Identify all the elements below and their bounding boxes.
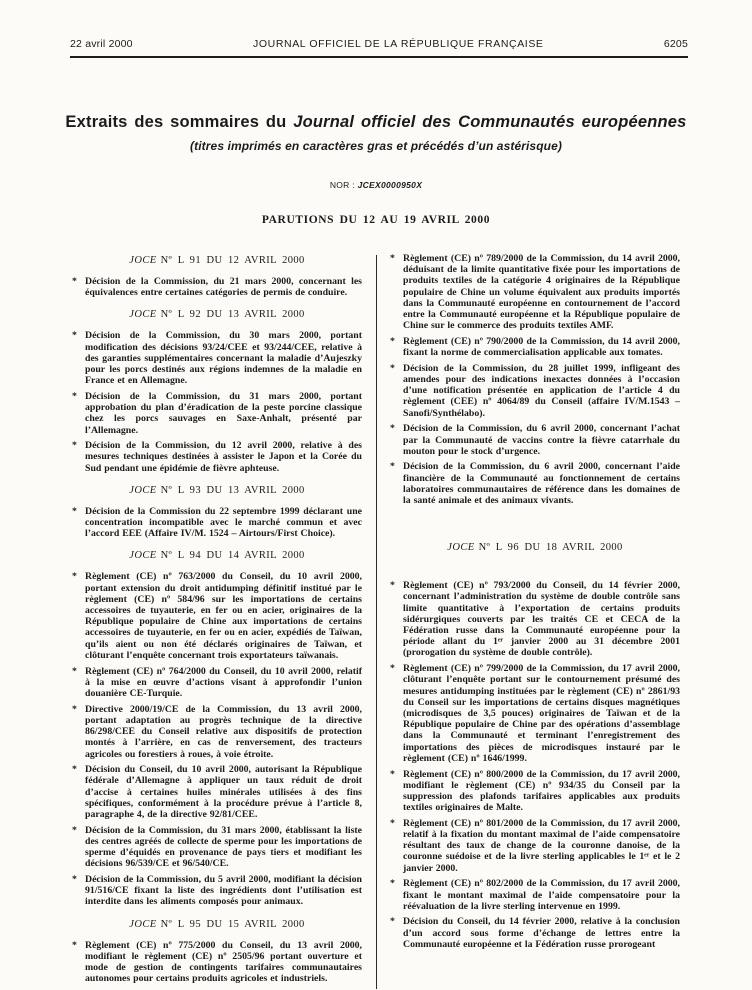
summary-entry: [390, 253, 680, 331]
summary-entry: [72, 506, 362, 540]
entry-text: Décision du Conseil, du 14 février 2000, relative à la conclusion d’un accord sous forme d’échange de lettres entre la Communauté européenne et la Fédération russe prorogeant: [403, 916, 680, 950]
entry-text: Décision de la Commission, du 28 juillet 1999, infligeant des amendes pour des indications inexactes données à l’occasion d’une notification présentée en application de l’article 4 du règlement (CEE) nº 4064/89 du Conseil (affaire IV/M.1543 – Sanofi/Synthélabo).: [403, 362, 680, 419]
joce-heading-italic: JOCE: [129, 918, 157, 930]
asterisk-marker: *: [72, 824, 77, 836]
asterisk-marker: *: [72, 665, 77, 677]
joce-heading-text: Nº L 94 DU 14 AVRIL 2000: [160, 550, 305, 562]
joce-issue-heading: [390, 542, 680, 554]
summary-entry: [72, 330, 362, 386]
section-heading: PARUTIONS DU 12 AU 19 AVRIL 2000: [261, 214, 491, 226]
entry-text: Décision de la Commission, du 31 mars 2000, établissant la liste des centres agréés de collecte de sperme pour les importations de sperme d’équidés en provenance de pays tiers et modifiant les décisions 96/539/CE et 96/540/CE.: [85, 824, 362, 870]
entry-text: Règlement (CE) nº 790/2000 de la Commission, du 14 avril 2000, fixant la norme de commercialisation applicable aux tomates.: [403, 335, 680, 359]
entry-text: Décision de la Commission, du 31 mars 2000, portant approbation du plan d’éradication de la peste porcine classique chez les porcs sauvages en Saxe-Anhalt, présenté par l’Allemagne.: [85, 390, 362, 436]
asterisk-marker: *: [390, 362, 395, 374]
asterisk-marker: *: [72, 703, 77, 715]
entry-text: Règlement (CE) nº 789/2000 de la Commission, du 14 avril 2000, déduisant de la limite quantitative fixée pour les importations de produits textiles de la catégorie 4 originaires de la République populaire de Chine un volume équivalent aux produits importés dans la Communauté européenne en contournement de l’accord entre la Communauté européenne et la République populaire de Chine sur le commerce des produits textiles AMF.: [403, 253, 680, 332]
asterisk-marker: *: [390, 663, 395, 675]
joce-heading-text: Nº L 92 DU 13 AVRIL 2000: [160, 309, 305, 321]
nor-value: JCEX0000950X: [357, 180, 423, 190]
column-divider: [376, 255, 377, 989]
summary-entry: [72, 940, 362, 985]
joce-heading-italic: JOCE: [447, 542, 475, 554]
asterisk-marker: *: [390, 423, 395, 435]
entry-text: Règlement (CE) nº 793/2000 du Conseil, du 14 février 2000, concernant l’administration du système de double contrôle sans limite quantitative à l’exportation de certains produits sidérurgiques couverts par les traités CE et CECA de la Fédération russe dans la Communauté européenne pour la période allant du 1ᵉʳ janvier 2000 au 31 décembre 2001 (prorogation du système de double contrôle).: [403, 580, 680, 659]
asterisk-marker: *: [72, 330, 77, 342]
entry-text: Règlement (CE) nº 764/2000 du Conseil, du 10 avril 2000, relatif à la mise en œuvre d’actions visant à approfondir l’union douanière CE-Turquie.: [85, 665, 362, 699]
page-title-journal-name: Journal officiel des Communautés européennes: [293, 113, 687, 131]
left-column: [72, 253, 362, 989]
entry-text: Décision du Conseil, du 10 avril 2000, autorisant la République fédérale d’Allemagne à appliquer un taux réduit de droit d’accise à certaines huiles minérales utilisées à des fins spécifiques, conformément à la procédure prévue à l’article 8, paragraphe 4, de la directive 92/81/CEE.: [85, 764, 362, 821]
entry-text: Règlement (CE) nº 802/2000 de la Commission, du 17 avril 2000, fixant le montant maximal de l’aide compensatoire pour la réévaluation de la livre sterling intervenue en 1999.: [403, 878, 680, 912]
summary-entry: [390, 423, 680, 457]
nor-label: NOR :: [329, 180, 358, 190]
summary-entry: [72, 666, 362, 700]
two-column-body: [72, 253, 680, 989]
summary-entry: [390, 818, 680, 874]
page-subtitle: (titres imprimés en caractères gras et précédés d’un astérisque): [190, 139, 562, 153]
joce-heading-text: Nº L 95 DU 15 AVRIL 2000: [160, 918, 305, 930]
joce-heading-italic: JOCE: [129, 255, 157, 266]
header-page-number: 6205: [663, 38, 688, 50]
entry-text: Décision de la Commission, du 6 avril 2000, concernant l’aide financière de la Communauté au fonctionnement de certains laboratoires communautaires de référence dans les domaines de la santé animale et des animaux vivants.: [403, 461, 680, 507]
asterisk-marker: *: [390, 335, 395, 347]
joce-heading-italic: JOCE: [129, 484, 157, 496]
running-header: [70, 38, 688, 50]
entry-text: Décision de la Commission du 22 septembre 1999 déclarant une concentration incompatible avec le marché commun et avec l’accord EEE (Affaire IV/M. 1524 – Airtours/First Choice).: [85, 505, 362, 540]
header-date: 22 avril 2000: [70, 38, 133, 50]
joce-issue-heading: [72, 255, 362, 267]
joce-issue-heading: [72, 919, 362, 931]
entry-text: Règlement (CE) nº 799/2000 de la Commission, du 17 avril 2000, clôturant l’enquête portant sur le contournement présumé des mesures antidumping instituées par le règlement (CE) nº 2861/93 du Conseil sur les importations de certains disques magnétiques (microdisques de 3,5 pouces) originaires de Taïwan et de la République populaire de Chine par des opérations d’assemblage dans la Communauté et terminant l’enregistrement des importations des pièces de microdisques instauré par le règlement (CE) nº 1646/1999.: [403, 663, 680, 764]
header-rule: [70, 56, 688, 58]
asterisk-marker: *: [390, 461, 395, 473]
summary-entry: [72, 571, 362, 661]
summary-entry: [390, 663, 680, 764]
nor-line: [0, 180, 752, 190]
summary-entry: [72, 440, 362, 474]
entry-text: Décision de la Commission, du 6 avril 2000, concernant l’achat par la Communauté de vaccins contre la fièvre catarrhale du mouton pour le stock d’urgence.: [403, 423, 680, 457]
asterisk-marker: *: [390, 916, 395, 928]
summary-entry: [72, 874, 362, 908]
asterisk-marker: *: [390, 878, 395, 890]
summary-entry: [72, 764, 362, 820]
summary-entry: [390, 580, 680, 658]
asterisk-marker: *: [390, 580, 395, 592]
joce-issue-heading: [72, 550, 362, 562]
entry-text: Règlement (CE) nº 775/2000 du Conseil, du 13 avril 2000, modifiant le règlement (CE) nº 2505/96 portant ouverture et mode de gestion de contingents tarifaires communautaires autonomes pour certains produits agricoles et industriels.: [85, 939, 362, 985]
page-title: [40, 113, 712, 132]
summary-entry: [72, 391, 362, 436]
entry-text: Règlement (CE) nº 763/2000 du Conseil, du 10 avril 2000, portant extension du droit antidumping définitif institué par le règlement (CE) nº 584/96 sur les importations de certains accessoires de tuyauterie, en fer ou en acier, originaires de la République populaire de Chine aux importations de certains accessoires de tuyauterie, en fer ou en acier, expédiés de Taïwan, qu’ils aient ou non été déclarés originaires de Taïwan, et clôturant l’enquête concernant trois exportateurs taïwanais.: [85, 571, 362, 661]
summary-entry: [390, 336, 680, 358]
asterisk-marker: *: [72, 571, 77, 583]
summary-entry: [390, 878, 680, 912]
entry-text: Directive 2000/19/CE de la Commission, du 13 avril 2000, portant adaptation au progrès technique de la directive 86/298/CEE du Conseil relative aux dispositifs de protection montés à l’arrière, en cas de renversement, des tracteurs agricoles ou forestiers à roues, à voie étroite.: [85, 703, 362, 760]
entry-text: Décision de la Commission, du 5 avril 2000, modifiant la décision 91/516/CE fixant la liste des ingrédients dont l’utilisation est interdite dans les aliments composés pour animaux.: [85, 874, 362, 908]
asterisk-marker: *: [72, 276, 77, 287]
entry-text: Décision de la Commission, du 12 avril 2000, relative à des mesures techniques destinées à assister le Japon et la Corée du Sud pendant une épidémie de fièvre aphteuse.: [85, 440, 362, 474]
asterisk-marker: *: [390, 768, 395, 780]
summary-entry: [390, 461, 680, 506]
joce-heading-italic: JOCE: [129, 309, 157, 321]
joce-heading-italic: JOCE: [129, 550, 157, 562]
asterisk-marker: *: [390, 817, 395, 829]
header-journal-title: JOURNAL OFFICIEL DE LA RÉPUBLIQUE FRANÇAISE: [253, 38, 544, 50]
joce-heading-text: Nº L 93 DU 13 AVRIL 2000: [160, 484, 305, 496]
summary-entry: [390, 916, 680, 950]
asterisk-marker: *: [390, 253, 395, 264]
joce-heading-text: Nº L 91 DU 12 AVRIL 2000: [160, 255, 305, 266]
right-column: [390, 253, 680, 989]
asterisk-marker: *: [72, 440, 77, 452]
summary-entry: [390, 363, 680, 419]
asterisk-marker: *: [72, 939, 77, 951]
entry-text: Décision de la Commission, du 30 mars 2000, portant modification des décisions 93/24/CEE et 93/244/CEE, relative à des garanties supplémentaires concernant la maladie d’Aujeszky pour les porcs destinés aux régions indemnes de la maladie en France et en Allemagne.: [85, 330, 362, 387]
asterisk-marker: *: [72, 764, 77, 776]
summary-entry: [72, 825, 362, 870]
page-title-prefix: Extraits des sommaires du: [65, 113, 294, 131]
entry-text: Décision de la Commission, du 21 mars 2000, concernant les équivalences entre certaines catégories de permis de conduire.: [85, 276, 362, 299]
asterisk-marker: *: [72, 505, 77, 517]
joce-issue-heading: [72, 309, 362, 321]
entry-text: Règlement (CE) nº 800/2000 de la Commission, du 17 avril 2000, modifiant le règlement (CE) nº 934/35 du Conseil par la suppression des plafonds tarifaires applicables aux produits textiles originaires de Malte.: [403, 768, 680, 814]
asterisk-marker: *: [72, 874, 77, 886]
summary-entry: [390, 769, 680, 814]
summary-entry: [72, 704, 362, 760]
entry-text: Règlement (CE) nº 801/2000 de la Commission, du 17 avril 2000, relatif à la fixation du montant maximal de l’aide compensatoire résultant des taux de change de la couronne danoise, de la couronne suédoise et de la livre sterling applicables le 1ᵉʳ et le 2 janvier 2000.: [403, 817, 680, 874]
asterisk-marker: *: [72, 390, 77, 402]
summary-entry: [72, 276, 362, 298]
joce-issue-heading: [72, 485, 362, 497]
joce-heading-text: Nº L 96 DU 18 AVRIL 2000: [478, 542, 623, 554]
